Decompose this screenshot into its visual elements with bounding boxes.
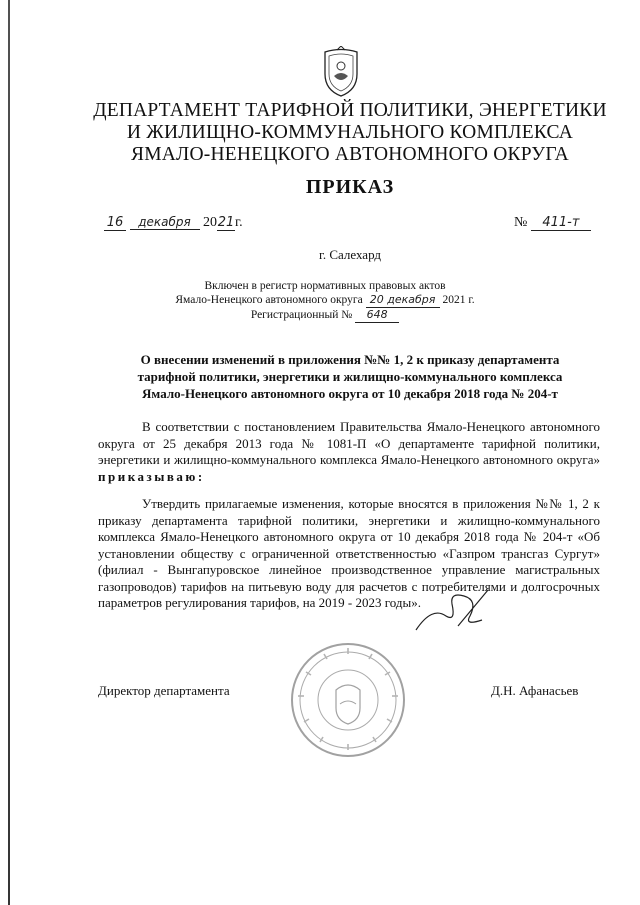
subject-line: тарифной политики, энергетики и жилищно-коммунального комплекса [137,369,563,384]
subject-line: О внесении изменений в приложения №№ 1, 2 к приказу департамента [140,352,560,367]
handwritten-number: 411-т [531,215,591,231]
registry-line [140,293,510,308]
year-unit: г. [235,215,243,230]
handwritten-signature-icon [412,586,492,636]
registry-line: Включен в регистр нормативных правовых актов [204,280,446,292]
registry-line [140,308,510,323]
scan-edge-line [8,0,10,905]
official-seal-icon [288,640,408,760]
department-title [60,100,640,166]
order-date [104,215,243,231]
order-paragraph: Утвердить прилагаемые изменения, которые вносятся в приложения №№ 1, 2 к приказу департамента тарифной политики, энергетики и жилищно-коммунального комплекса Ямало-Ненецкого автономного округа от 10 декабря 2018 года № 204-т «Об установлении обществу с ограниченной ответственностью «Газпром трансгаз Сургут» (филиал - Вынгапуровское линейное производственное управление магистральных газопроводов) тарифов на питьевую воду для расчетов с потребителями и долгосрочных параметров регулирования тарифов, на 2019 - 2023 годы». [98,496,600,610]
preamble-paragraph [98,419,600,485]
handwritten-month: декабря [130,215,200,230]
handwritten-year: 21 [217,215,235,230]
handwritten-registry-date: 20 декабря [366,293,440,308]
department-title-line: И ЖИЛИЩНО-КОММУНАЛЬНОГО КОМПЛЕКСА [126,122,574,143]
city-line: г. Салехард [318,247,382,262]
order-word: приказываю: [98,468,205,484]
department-title-line: ДЕПАРТАМЕНТ ТАРИФНОЙ ПОЛИТИКИ, ЭНЕРГЕТИКИ [93,100,607,121]
coat-of-arms-icon [321,46,361,98]
order-number [514,215,591,231]
registry-prefix: Ямало-Ненецкого автономного округа [175,294,363,306]
number-label: № [514,215,528,230]
subject-line: Ямало-Ненецкого автономного округа от 10 декабря 2018 года № 204-т [142,386,558,401]
year-prefix: 20 [203,215,217,230]
registry-year: 2021 г. [442,294,475,306]
document-subject [100,351,600,402]
signatory-name: Д.Н. Афанасьев [491,683,579,698]
preamble-text: В соответствии с постановлением Правительства Ямало-Ненецкого автономного округа от 25 декабря 2013 года № 1081-П «О департаменте тарифной политики, энергетики и жилищно-коммунального комплекса Ямало-Ненецкого автономного округа» [98,419,600,467]
signatory-role: Директор департамента [98,683,230,698]
registry-number-label: Регистрационный № [250,309,353,321]
registry-block [140,279,510,323]
handwritten-registry-number: 648 [355,308,399,323]
department-title-line: ЯМАЛО-НЕНЕЦКОГО АВТОНОМНОГО ОКРУГА [131,144,569,165]
handwritten-day: 16 [104,215,126,231]
document-type-heading: ПРИКАЗ [305,176,395,198]
